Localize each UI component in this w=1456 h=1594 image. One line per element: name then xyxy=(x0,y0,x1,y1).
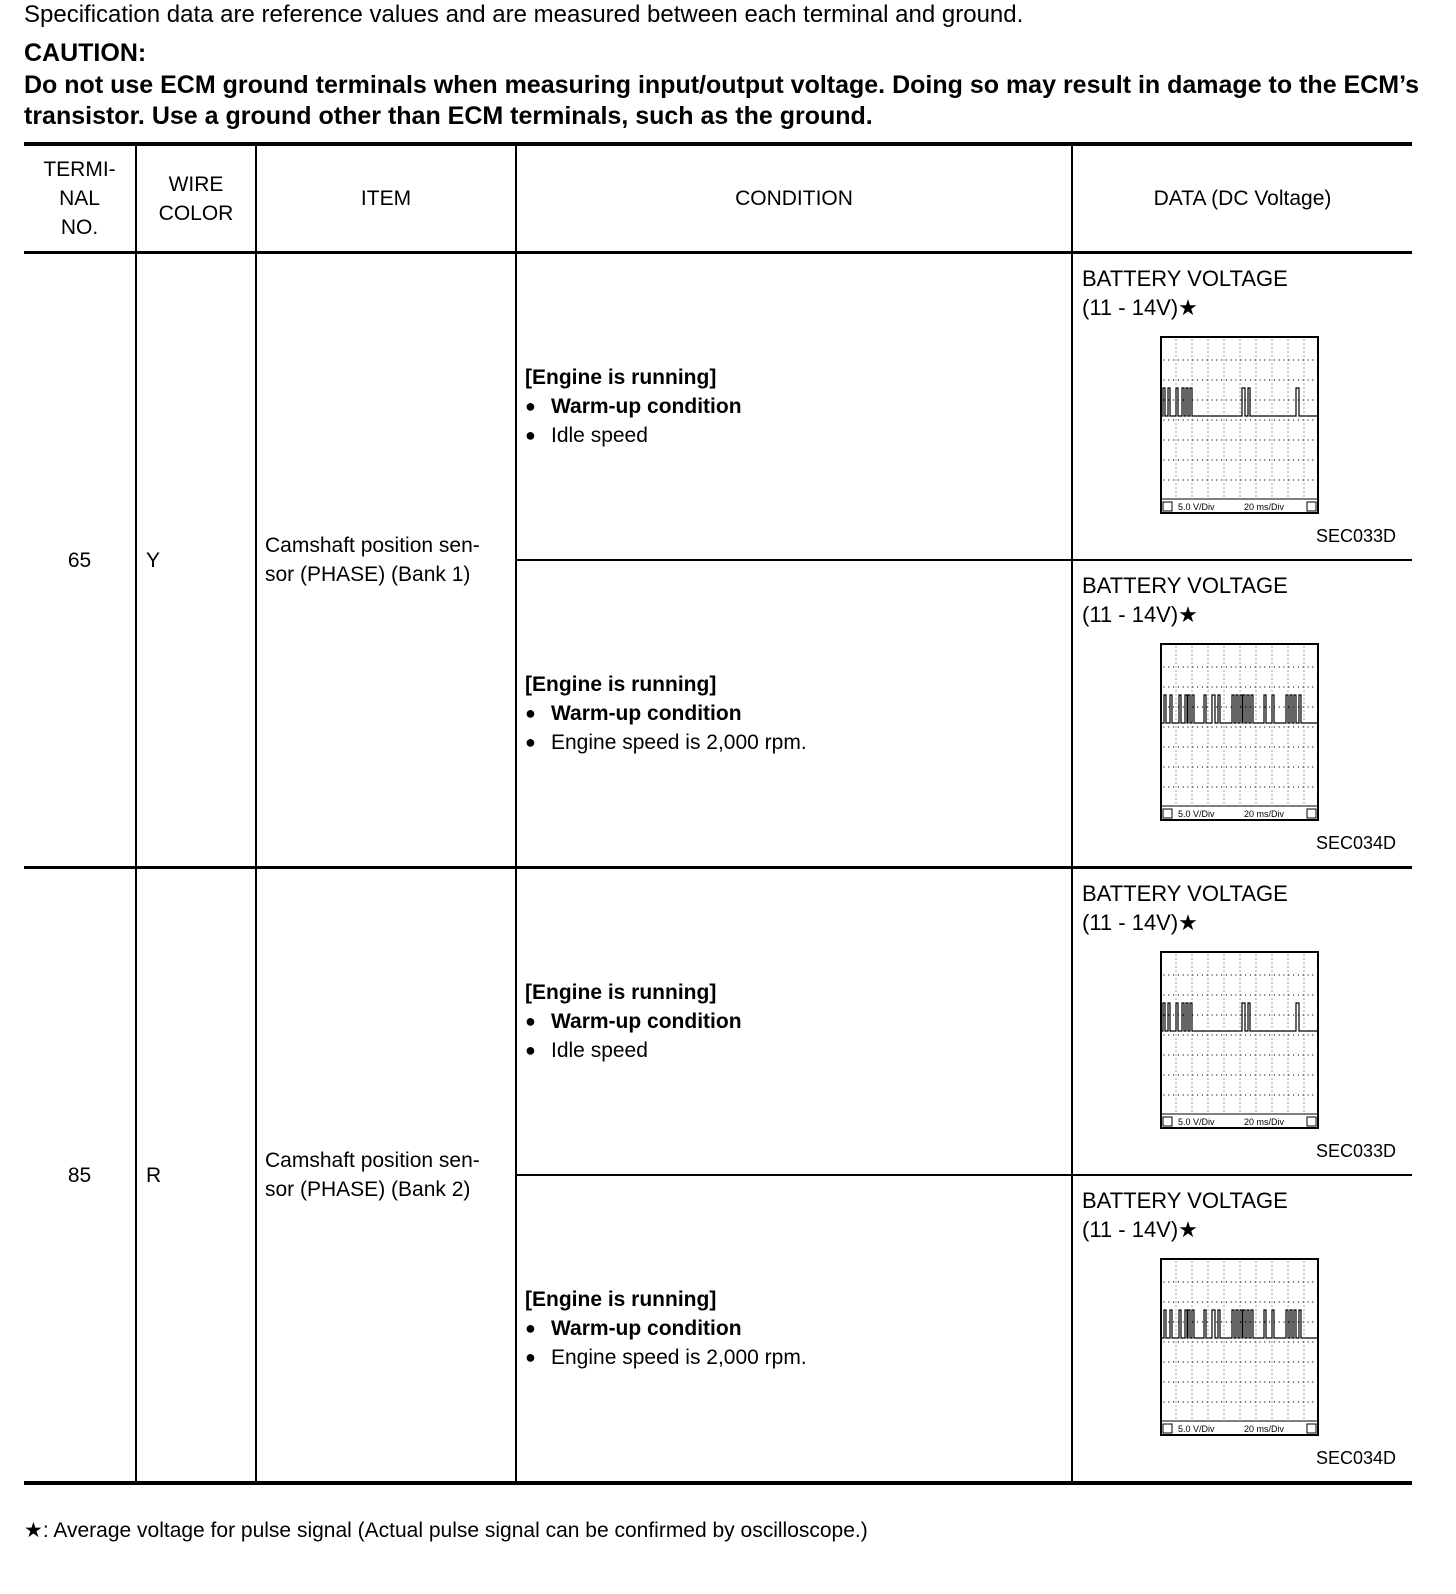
oscilloscope-waveform xyxy=(1160,1258,1320,1438)
bullet-text: Engine speed is 2,000 rpm. xyxy=(551,731,807,754)
oscilloscope-waveform xyxy=(1160,643,1320,823)
figure-code: SEC033D xyxy=(1315,526,1396,546)
caution-heading: CAUTION: xyxy=(24,39,147,67)
condition-cell xyxy=(516,253,1072,561)
scope-time-div: 20 ms/Div xyxy=(1244,1117,1285,1127)
scope-time-div: 20 ms/Div xyxy=(1244,809,1285,819)
bullet-icon: ● xyxy=(525,703,536,723)
condition-bullet-bold xyxy=(525,392,1071,421)
scope-volt-div: 5.0 V/Div xyxy=(1178,809,1215,819)
condition-bullet-bold xyxy=(525,1007,1071,1036)
scope-volt-div: 5.0 V/Div xyxy=(1178,1117,1215,1127)
header-terminal-line1: TERMI- xyxy=(43,158,116,181)
scope-time-div: 20 ms/Div xyxy=(1244,1424,1285,1434)
condition-bullet xyxy=(525,1343,1071,1372)
oscilloscope-screen xyxy=(1160,643,1320,823)
table-header-row xyxy=(24,144,1412,253)
figure-code: SEC034D xyxy=(1315,833,1396,853)
bullet-icon: ● xyxy=(525,1318,536,1338)
table-row xyxy=(24,868,1412,1176)
wire-color: R xyxy=(136,868,256,1484)
bullet-text: Idle speed xyxy=(551,424,648,447)
header-wire-line1: WIRE xyxy=(168,172,224,196)
bullet-text: Warm-up condition xyxy=(551,1010,742,1033)
oscilloscope-screen xyxy=(1160,336,1320,516)
condition-bullet xyxy=(525,1036,1071,1065)
header-wire-line2: COLOR xyxy=(158,201,234,225)
condition-cell xyxy=(516,1175,1072,1483)
item-line1: Camshaft position sen- xyxy=(265,534,480,557)
table-row xyxy=(24,253,1412,561)
figure-code: SEC033D xyxy=(1315,1141,1396,1161)
condition-title: [Engine is running] xyxy=(525,366,717,389)
data-cell xyxy=(1072,868,1412,1176)
data-cell xyxy=(1072,560,1412,868)
bullet-text: Warm-up condition xyxy=(551,1317,742,1340)
data-voltage-label: BATTERY VOLTAGE xyxy=(1082,881,1288,906)
bullet-icon: ● xyxy=(525,1347,536,1367)
data-voltage-range: (11 - 14V)★ xyxy=(1082,602,1198,627)
header-condition: CONDITION xyxy=(516,144,1072,253)
caution-text: Do not use ECM ground terminals when measuring input/output voltage. Doing so may result in damage to the ECM’s transistor. Use a ground other than ECM terminals, such as the ground. xyxy=(24,71,1420,130)
scope-volt-div: 5.0 V/Div xyxy=(1178,1424,1215,1434)
condition-title: [Engine is running] xyxy=(525,981,717,1004)
data-voltage-label: BATTERY VOLTAGE xyxy=(1082,1188,1288,1213)
condition-bullet-bold xyxy=(525,1314,1071,1343)
oscilloscope-waveform xyxy=(1160,951,1320,1131)
item-cell xyxy=(256,253,516,868)
header-item: ITEM xyxy=(256,144,516,253)
item-line2: sor (PHASE) (Bank 2) xyxy=(265,1178,471,1201)
oscilloscope-screen xyxy=(1160,1258,1320,1438)
condition-title: [Engine is running] xyxy=(525,1288,717,1311)
header-terminal-no xyxy=(24,144,136,253)
header-terminal-line2: NAL xyxy=(59,187,100,210)
bullet-icon: ● xyxy=(525,732,536,752)
header-data: DATA (DC Voltage) xyxy=(1072,144,1412,253)
terminal-number: 65 xyxy=(24,253,136,868)
data-cell xyxy=(1072,1175,1412,1483)
terminal-spec-table xyxy=(24,142,1412,1485)
bullet-text: Engine speed is 2,000 rpm. xyxy=(551,1346,807,1369)
bullet-icon: ● xyxy=(525,1011,536,1031)
data-voltage-label: BATTERY VOLTAGE xyxy=(1082,266,1288,291)
condition-bullet-bold xyxy=(525,699,1071,728)
terminal-number: 85 xyxy=(24,868,136,1484)
scope-time-div: 20 ms/Div xyxy=(1244,502,1285,512)
condition-bullet xyxy=(525,728,1071,757)
intro-text: Specification data are reference values and are measured between each terminal and ground. xyxy=(24,1,1024,28)
bullet-icon: ● xyxy=(525,425,536,445)
condition-cell xyxy=(516,868,1072,1176)
data-cell xyxy=(1072,253,1412,561)
bullet-text: Idle speed xyxy=(551,1039,648,1062)
footnote: ★: Average voltage for pulse signal (Actual pulse signal can be confirmed by oscilloscope.) xyxy=(24,1519,868,1542)
data-voltage-label: BATTERY VOLTAGE xyxy=(1082,573,1288,598)
condition-cell xyxy=(516,560,1072,868)
bullet-text: Warm-up condition xyxy=(551,702,742,725)
item-line1: Camshaft position sen- xyxy=(265,1149,480,1172)
item-cell xyxy=(256,868,516,1484)
data-voltage-range: (11 - 14V)★ xyxy=(1082,1217,1198,1242)
bullet-text: Warm-up condition xyxy=(551,395,742,418)
figure-code: SEC034D xyxy=(1315,1448,1396,1468)
header-wire-color xyxy=(136,144,256,253)
condition-bullet xyxy=(525,421,1071,450)
data-voltage-range: (11 - 14V)★ xyxy=(1082,910,1198,935)
oscilloscope-waveform xyxy=(1160,336,1320,516)
bullet-icon: ● xyxy=(525,396,536,416)
header-terminal-line3: NO. xyxy=(60,216,99,239)
bullet-icon: ● xyxy=(525,1040,536,1060)
wire-color: Y xyxy=(136,253,256,868)
item-line2: sor (PHASE) (Bank 1) xyxy=(265,563,471,586)
oscilloscope-screen xyxy=(1160,951,1320,1131)
scope-volt-div: 5.0 V/Div xyxy=(1178,502,1215,512)
data-voltage-range: (11 - 14V)★ xyxy=(1082,295,1198,320)
condition-title: [Engine is running] xyxy=(525,673,717,696)
